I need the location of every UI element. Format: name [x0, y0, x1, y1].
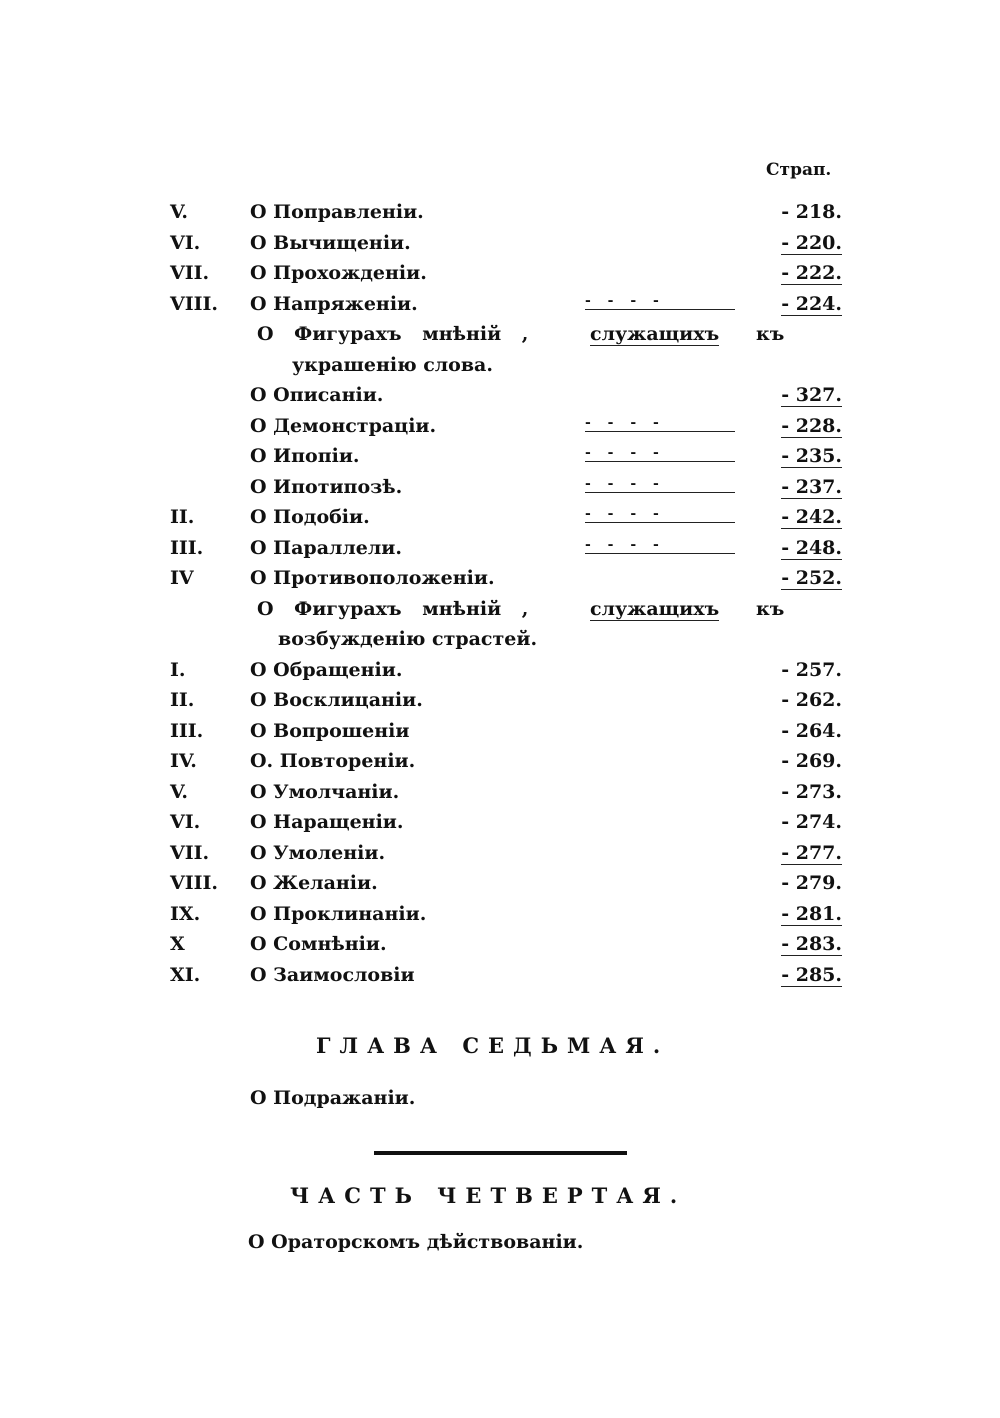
entry-number: V.	[170, 780, 189, 803]
entry-page: - 222.	[781, 262, 842, 284]
entry-title: О Поправленіи.	[250, 201, 424, 223]
divider-rule	[374, 1151, 627, 1155]
part-heading: ЧАСТЬ ЧЕТВЕРТАЯ.	[290, 1183, 687, 1208]
entry-page: - 283.	[781, 933, 842, 955]
entry-page: - 264.	[781, 719, 842, 742]
toc-entry	[0, 472, 1000, 503]
dot-leader: - - - -	[585, 445, 735, 462]
entry-page: - 277.	[781, 841, 842, 864]
entry-title: О Прохожденіи.	[250, 262, 427, 284]
entry-page: - 281.	[781, 902, 842, 925]
entry-title: О Противоположеніи.	[250, 567, 495, 589]
dot-leader: - - - -	[585, 476, 735, 493]
toc-entry	[0, 380, 1000, 411]
toc-entry	[0, 411, 1000, 442]
entry-number: VI.	[170, 811, 201, 833]
toc-entry	[0, 685, 1000, 716]
section-heading-line1: О Фигурахъ мнѣній ,	[257, 597, 529, 620]
toc-entry	[0, 441, 1000, 472]
entry-title: О Демонстраціи.	[250, 414, 437, 437]
entry-title: О Заимословіи	[250, 963, 415, 986]
entry-page: - 242.	[781, 506, 842, 528]
entry-number: II.	[170, 689, 195, 711]
section-heading-line1: О Фигурахъ мнѣній ,	[257, 323, 529, 345]
entry-number: IX.	[170, 902, 201, 925]
entry-page: - 257.	[781, 658, 842, 681]
entry-page: - 285.	[781, 963, 842, 986]
entry-number: VI.	[170, 231, 201, 254]
dot-leader: - - - -	[585, 415, 735, 432]
section-heading-kb: къ	[756, 323, 785, 345]
entry-number: III.	[170, 536, 204, 559]
toc-entry	[0, 533, 1000, 564]
entry-title: О. Повтореніи.	[250, 750, 416, 772]
dot-leader: - - - -	[585, 293, 735, 310]
entry-page: - 262.	[781, 689, 842, 711]
entry-page: - 269.	[781, 750, 842, 772]
entry-number: VII.	[170, 841, 210, 864]
dot-leader: - - - -	[585, 537, 735, 554]
toc-entry	[0, 563, 1000, 594]
entry-page: - 327.	[781, 384, 842, 406]
entry-title: О Напряженіи.	[250, 292, 418, 315]
toc-entry	[0, 289, 1000, 320]
toc-entry	[0, 746, 1000, 777]
entry-title: О Умолчаніи.	[250, 780, 400, 803]
section-heading-cont	[0, 350, 1000, 381]
toc-entry	[0, 838, 1000, 869]
part-subtitle: О Ораторскомъ дѣйствованіи.	[248, 1231, 584, 1253]
entry-title: О Обращеніи.	[250, 658, 403, 681]
entry-page: - 252.	[781, 567, 842, 589]
entry-number: I.	[170, 658, 186, 681]
page-column-label: Страп.	[766, 160, 832, 180]
entry-page: - 279.	[781, 872, 842, 894]
entry-title: О Сомнѣніи.	[250, 933, 387, 955]
toc-entry	[0, 502, 1000, 533]
section-heading-tail: служащихъ	[590, 323, 720, 345]
entry-title: О Ипопіи.	[250, 445, 360, 467]
entry-page: - 237.	[781, 475, 842, 498]
entry-number: VIII.	[170, 872, 219, 894]
entry-title: О Вычищеніи.	[250, 231, 411, 254]
entry-title: О Описаніи.	[250, 384, 384, 406]
entry-number: III.	[170, 719, 204, 742]
toc-entry	[0, 228, 1000, 259]
entry-page: - 235.	[781, 445, 842, 467]
chapter-heading: ГЛАВА СЕДЬМАЯ.	[316, 1033, 670, 1058]
entry-title: О Восклицаніи.	[250, 689, 423, 711]
section-heading-line2: возбужденію страстей.	[278, 628, 538, 650]
entry-title: О Вопрошеніи	[250, 719, 410, 742]
entry-number: XI.	[170, 963, 201, 986]
dot-leader: - - - -	[585, 506, 735, 523]
entry-title: О Желаніи.	[250, 872, 378, 894]
section-heading-tail: служащихъ	[590, 597, 720, 620]
entry-number: VIII.	[170, 292, 219, 315]
entry-title: О Подобіи.	[250, 506, 370, 528]
entry-number: X	[170, 933, 185, 955]
entry-page: - 218.	[781, 201, 842, 223]
section-heading-cont	[0, 624, 1000, 655]
toc-entry	[0, 868, 1000, 899]
entry-page: - 228.	[781, 414, 842, 437]
toc-entry	[0, 197, 1000, 228]
entry-number: IV.	[170, 750, 197, 772]
toc-entry	[0, 807, 1000, 838]
entry-title: О Ипотипозѣ.	[250, 475, 403, 498]
toc-entry	[0, 716, 1000, 747]
toc-entry	[0, 655, 1000, 686]
entry-number: IV	[170, 567, 194, 589]
toc-entry	[0, 258, 1000, 289]
entry-page: - 273.	[781, 780, 842, 803]
entry-title: О Проклинаніи.	[250, 902, 427, 925]
section-heading	[0, 594, 1000, 625]
toc-entry	[0, 929, 1000, 960]
entry-page: - 274.	[781, 811, 842, 833]
entry-number: VII.	[170, 262, 210, 284]
section-heading-kb: къ	[756, 597, 785, 620]
toc-entry	[0, 960, 1000, 991]
entry-page: - 248.	[781, 536, 842, 559]
entry-title: О Наращеніи.	[250, 811, 404, 833]
toc-entry	[0, 777, 1000, 808]
section-heading	[0, 319, 1000, 350]
entry-page: - 224.	[781, 292, 842, 315]
entry-title: О Параллели.	[250, 536, 402, 559]
chapter-subtitle: О Подражаніи.	[250, 1087, 416, 1109]
section-heading-line2: украшенію слова.	[292, 353, 493, 376]
toc-list	[0, 197, 1000, 990]
toc-entry	[0, 899, 1000, 930]
entry-number: II.	[170, 506, 195, 528]
entry-number: V.	[170, 201, 189, 223]
entry-page: - 220.	[781, 231, 842, 254]
entry-title: О Умоленіи.	[250, 841, 386, 864]
